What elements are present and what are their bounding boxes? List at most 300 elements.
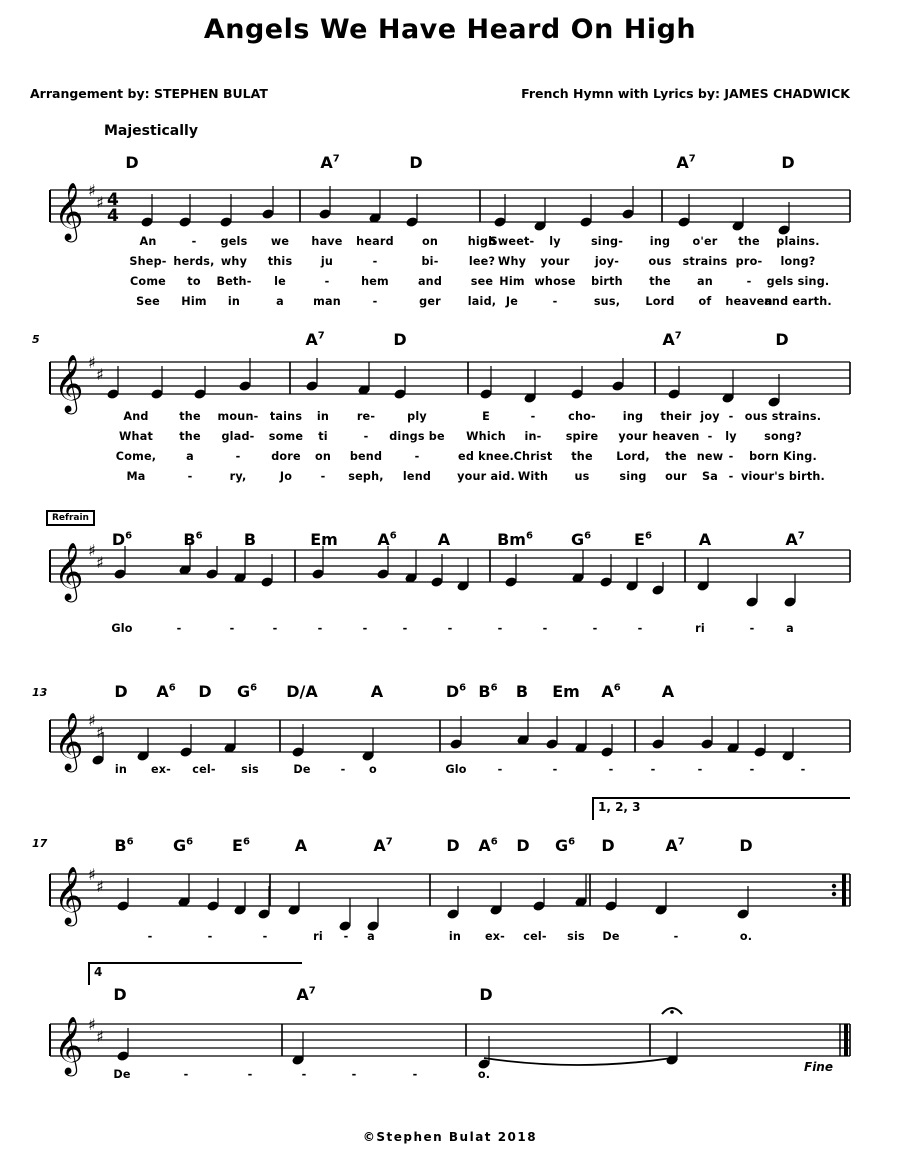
chord-symbol [377, 530, 396, 549]
lyric-syllable: ry, [229, 470, 247, 483]
lyric-syllable: De [113, 1068, 131, 1081]
lyric-syllable: - [707, 430, 713, 443]
lyric-syllable: - [592, 622, 598, 635]
lyric-syllable: sing- [590, 235, 624, 248]
lyric-syllable: - [324, 275, 330, 288]
lyric-syllable: an [697, 275, 713, 288]
chord-extension: 6 [584, 530, 592, 542]
lyric-syllable: - [637, 622, 643, 635]
lyric-syllable: the [738, 235, 760, 248]
lyric-syllable: a [186, 450, 194, 463]
lyric-syllable: - [497, 763, 503, 776]
chord-symbol [310, 530, 338, 549]
chord-symbol [409, 153, 422, 172]
lyric-syllable: birth [591, 275, 623, 288]
chord-root: A [377, 530, 390, 549]
sharp-icon: ♯ [96, 723, 104, 742]
chord-root: Em [552, 682, 580, 701]
lyric-syllable: seph, [348, 470, 384, 483]
lyric-syllable: sis [567, 930, 585, 943]
lyric-syllable: see [470, 275, 494, 288]
lyric-syllable: ing [622, 410, 644, 423]
chord-extension: 7 [332, 153, 340, 165]
lyric-syllable: to [187, 275, 201, 288]
chord-root: D [113, 985, 127, 1004]
chord-symbol [775, 330, 788, 349]
treble-clef-icon: 𝄞 [54, 542, 84, 600]
sharp-icon: ♯ [96, 193, 104, 212]
lyric-syllable: ply [407, 410, 427, 423]
treble-clef-icon: 𝄞 [54, 712, 84, 770]
measure-number: 17 [32, 837, 48, 850]
lyric-syllable: in [227, 295, 241, 308]
lyric-syllable: ger [419, 295, 441, 308]
chord-root: B [515, 682, 529, 701]
lyric-syllable: lend [402, 470, 432, 483]
lyric-syllable: - [497, 622, 503, 635]
lyric-syllable: ly [549, 235, 561, 248]
lyric-syllable: why [220, 255, 248, 268]
chord-root: G [236, 682, 251, 701]
lyric-syllable: ous [648, 255, 672, 268]
chord-symbol [156, 682, 175, 701]
lyric-syllable: - [800, 763, 806, 776]
chord-root: A [373, 836, 386, 855]
lyric-syllable: herds, [173, 255, 215, 268]
lyric-syllable: o [369, 763, 377, 776]
chord-root: G [554, 836, 569, 855]
lyric-syllable: whose [534, 275, 576, 288]
sharp-icon: ♯ [96, 877, 104, 896]
chord-root: Em [310, 530, 338, 549]
chord-symbol [438, 530, 450, 549]
chord-extension: 7 [385, 836, 393, 848]
lyric-syllable: Him [499, 275, 525, 288]
copyright: ©Stephen Bulat 2018 [362, 1130, 538, 1144]
lyric-syllable: - [372, 255, 378, 268]
lyric-syllable: - [412, 1068, 418, 1081]
chord-symbol [601, 682, 620, 701]
chord-root: A [698, 530, 712, 549]
chord-root: A [665, 836, 678, 855]
lyric-syllable: Come [130, 275, 166, 288]
lyric-syllable: your [540, 255, 570, 268]
lyric-syllable: cel- [192, 763, 216, 776]
lyric-syllable: spire [565, 430, 599, 443]
lyric-syllable: - [608, 763, 614, 776]
lyric-syllable: ed knee. [458, 450, 514, 463]
lyric-syllable: Jo [279, 470, 293, 483]
lyric-syllable: Why [497, 255, 527, 268]
lyric-syllable: - [262, 930, 268, 943]
lyric-syllable: viour's birth. [741, 470, 825, 483]
chord-symbol [665, 836, 684, 855]
lyric-syllable: De [293, 763, 311, 776]
chord-symbol [371, 682, 383, 701]
lyric-syllable: Lord, [616, 450, 650, 463]
lyric-syllable: Glo [445, 763, 467, 776]
chord-symbol [125, 153, 138, 172]
chord-symbol [114, 682, 127, 701]
lyric-syllable: some [268, 430, 304, 443]
lyric-syllable: - [343, 930, 349, 943]
lyric-syllable: o. [739, 930, 753, 943]
lyric-syllable: lee? [468, 255, 496, 268]
lyric-syllable: moun- [217, 410, 259, 423]
lyric-syllable: ri [313, 930, 323, 943]
chord-extension: 7 [688, 153, 696, 165]
sharp-icon: ♯ [88, 541, 96, 560]
chord-root: D [739, 836, 753, 855]
chord-symbol [296, 985, 315, 1004]
chord-symbol [446, 836, 459, 855]
lyric-syllable: and earth. [764, 295, 832, 308]
treble-clef-icon: 𝄞 [54, 866, 84, 924]
chord-root: D [479, 985, 493, 1004]
lyric-syllable: a [276, 295, 284, 308]
lyric-syllable: strains [682, 255, 728, 268]
lyric-syllable: - [363, 430, 369, 443]
lyric-syllable: the [179, 410, 201, 423]
lyric-syllable: Christ [513, 450, 553, 463]
chord-root: G [570, 530, 585, 549]
chord-root: A [601, 682, 614, 701]
lyric-syllable: - [320, 470, 326, 483]
chord-root: A [305, 330, 318, 349]
chord-root: A [320, 153, 333, 172]
chord-symbol [198, 682, 211, 701]
chord-root: A [370, 682, 384, 701]
chord-symbol [479, 985, 492, 1004]
lyric-syllable: glad- [221, 430, 255, 443]
chord-symbol [516, 836, 529, 855]
chord-symbol [516, 682, 528, 701]
chord-symbol [552, 682, 580, 701]
lyric-syllable: - [749, 622, 755, 635]
lyric-syllable: heaven [725, 295, 773, 308]
chord-symbol [305, 330, 324, 349]
sharp-icon: ♯ [88, 1015, 96, 1034]
lyric-syllable: ti [318, 430, 328, 443]
chord-symbol [244, 530, 256, 549]
lyric-syllable: heaven [652, 430, 700, 443]
lyric-syllable: Beth- [216, 275, 252, 288]
lyric-syllable: song? [764, 430, 802, 443]
arrangement-credit: Arrangement by: STEPHEN BULAT [30, 86, 268, 101]
lyric-syllable: cel- [523, 930, 547, 943]
lyric-syllable: the [649, 275, 671, 288]
chord-root: B [114, 836, 127, 855]
lyric-syllable: What [118, 430, 154, 443]
chord-extension: 6 [125, 530, 133, 542]
lyric-syllable: - [340, 763, 346, 776]
lyric-syllable: - [697, 763, 703, 776]
chord-root: D [114, 682, 128, 701]
sharp-icon: ♯ [88, 865, 96, 884]
lyric-syllable: sis [241, 763, 259, 776]
refrain-label: Refrain [46, 510, 95, 526]
chord-extension: 6 [168, 682, 176, 694]
chord-root: A [294, 836, 308, 855]
chord-symbol [478, 682, 497, 701]
lyric-syllable: sus, [593, 295, 621, 308]
chord-symbol [739, 836, 752, 855]
time-signature-top: 4 [107, 190, 119, 210]
chord-symbol [478, 836, 497, 855]
lyric-syllable: on [314, 450, 332, 463]
lyric-syllable: See [136, 295, 160, 308]
lyric-syllable: re- [356, 410, 376, 423]
lyric-syllable: a [786, 622, 794, 635]
lyric-syllable: Sa [701, 470, 719, 483]
chord-symbol [555, 836, 575, 855]
lyric-syllable: joy- [594, 255, 620, 268]
lyric-syllable: De [602, 930, 620, 943]
lyric-syllable: us [574, 470, 590, 483]
lyric-syllable: E [482, 410, 490, 423]
lyric-syllable: ri [695, 622, 705, 635]
lyric-syllable: An [139, 235, 157, 248]
sharp-icon: ♯ [88, 711, 96, 730]
chord-extension: 7 [308, 985, 316, 997]
chord-root: Bm [497, 530, 526, 549]
chord-symbol [237, 682, 257, 701]
chord-symbol [373, 836, 392, 855]
chord-symbol [662, 330, 681, 349]
lyric-syllable: - [414, 450, 420, 463]
sharp-icon: ♯ [88, 353, 96, 372]
treble-clef-icon: 𝄞 [54, 182, 84, 240]
lyric-syllable: - [351, 1068, 357, 1081]
chord-extension: 6 [568, 836, 576, 848]
lyric-syllable: Shep- [129, 255, 167, 268]
chord-extension: 6 [186, 836, 194, 848]
lyric-syllable: - [191, 235, 197, 248]
chord-extension: 6 [490, 836, 498, 848]
lyric-syllable: o'er [692, 235, 718, 248]
lyric-syllable: this [267, 255, 293, 268]
chord-root: D [781, 153, 795, 172]
lyric-syllable: - [673, 930, 679, 943]
lyric-syllable: ju [320, 255, 334, 268]
volta-ending-bracket: 1, 2, 3 [592, 797, 850, 820]
chord-extension: 6 [126, 836, 134, 848]
lyric-syllable: their [660, 410, 692, 423]
chord-symbol [173, 836, 193, 855]
lyric-syllable: your [618, 430, 648, 443]
lyric-syllable: - [552, 763, 558, 776]
lyric-syllable: Glo [111, 622, 133, 635]
chord-extension: 7 [674, 330, 682, 342]
lyric-syllable: bend [349, 450, 383, 463]
chord-symbol [183, 530, 202, 549]
lyric-syllable: - [207, 930, 213, 943]
lyric-syllable: - [542, 622, 548, 635]
lyric-syllable: new [696, 450, 724, 463]
chord-root: D [111, 530, 126, 549]
lyric-syllable: With [517, 470, 549, 483]
chord-root: A [156, 682, 169, 701]
chord-symbol [232, 836, 250, 855]
lyric-syllable: o. [477, 1068, 491, 1081]
lyric-syllable: man [313, 295, 341, 308]
lyric-syllable: ing [649, 235, 671, 248]
lyric-syllable: on [421, 235, 439, 248]
chord-root: D [601, 836, 615, 855]
sharp-icon: ♯ [96, 553, 104, 572]
chord-root: D [409, 153, 423, 172]
chord-extension: 6 [250, 682, 258, 694]
lyric-syllable: tains [269, 410, 303, 423]
chord-extension: 7 [677, 836, 685, 848]
chord-root: A [676, 153, 689, 172]
lyric-syllable: of [698, 295, 712, 308]
tempo-marking: Majestically [104, 123, 198, 139]
lyric-syllable: - [372, 295, 378, 308]
lyric-syllable: Sweet- [489, 235, 535, 248]
lyric-syllable: in- [524, 430, 542, 443]
lyric-syllable: sing [619, 470, 647, 483]
sharp-icon: ♯ [96, 365, 104, 384]
lyric-syllable: Lord [645, 295, 675, 308]
lyrics-credit: French Hymn with Lyrics by: JAMES CHADWICK [521, 86, 850, 101]
chord-symbol [393, 330, 406, 349]
chord-symbol [634, 530, 652, 549]
lyric-syllable: - [362, 622, 368, 635]
chord-root: B [243, 530, 257, 549]
lyric-syllable: le [274, 275, 286, 288]
lyric-syllable: - [402, 622, 408, 635]
lyric-syllable: heard [356, 235, 394, 248]
lyric-syllable: dore [271, 450, 301, 463]
chord-root: A [478, 836, 491, 855]
chord-root: A [662, 330, 675, 349]
chord-extension: 7 [797, 530, 805, 542]
lyric-syllable: the [179, 430, 201, 443]
lyric-syllable: - [176, 622, 182, 635]
lyric-syllable: your aid. [457, 470, 515, 483]
chord-root: D [393, 330, 407, 349]
lyric-syllable: And [123, 410, 149, 423]
lyric-syllable: - [552, 295, 558, 308]
chord-symbol [446, 682, 466, 701]
chord-symbol [320, 153, 339, 172]
lyric-syllable: pro- [735, 255, 763, 268]
lyric-syllable: - [728, 450, 734, 463]
lyric-syllable: have [311, 235, 343, 248]
lyric-syllable: bi- [421, 255, 439, 268]
chord-root: E [634, 530, 645, 549]
lyric-syllable: gels sing. [766, 275, 830, 288]
treble-clef-icon: 𝄞 [54, 354, 84, 412]
lyric-syllable: Him [181, 295, 207, 308]
chord-root: A [785, 530, 798, 549]
chord-symbol [497, 530, 533, 549]
chord-symbol [114, 836, 133, 855]
chord-root: D [516, 836, 530, 855]
chord-root: A [437, 530, 451, 549]
sharp-icon: ♯ [96, 1027, 104, 1046]
lyric-syllable: - [229, 622, 235, 635]
chord-root: D [125, 153, 139, 172]
chord-symbol [112, 530, 132, 549]
lyric-syllable: the [665, 450, 687, 463]
chord-root: A [661, 682, 675, 701]
chord-symbol [295, 836, 307, 855]
chord-root: A [296, 985, 309, 1004]
lyric-syllable: laid, [467, 295, 497, 308]
chord-extension: 6 [195, 530, 203, 542]
chord-symbol [286, 682, 318, 701]
chord-root: E [232, 836, 243, 855]
lyric-syllable: cho- [568, 410, 596, 423]
lyric-syllable: in [316, 410, 330, 423]
lyric-syllable: joy [700, 410, 720, 423]
lyric-syllable: - [235, 450, 241, 463]
lyric-syllable: - [301, 1068, 307, 1081]
chord-extension: 6 [389, 530, 397, 542]
lyric-syllable: the [571, 450, 593, 463]
lyric-syllable: in [448, 930, 462, 943]
lyric-syllable: - [317, 622, 323, 635]
lyric-syllable: Come, [115, 450, 157, 463]
lyric-syllable: gels [220, 235, 248, 248]
volta-ending-bracket: 4 [88, 962, 302, 985]
lyric-syllable: our [665, 470, 687, 483]
treble-clef-icon: 𝄞 [54, 1016, 84, 1074]
measure-number: 13 [32, 686, 48, 699]
lyric-syllable: in [114, 763, 128, 776]
time-signature-bottom: 4 [107, 206, 119, 226]
lyric-syllable: - [650, 763, 656, 776]
chord-symbol [785, 530, 804, 549]
chord-symbol [571, 530, 591, 549]
lyric-syllable: - [728, 470, 734, 483]
chord-root: D [446, 836, 460, 855]
chord-extension: 7 [317, 330, 325, 342]
lyric-syllable: and [417, 275, 443, 288]
lyric-syllable: ex- [150, 763, 172, 776]
lyric-syllable: ex- [484, 930, 506, 943]
lyric-syllable: - [728, 410, 734, 423]
lyric-syllable: long? [780, 255, 816, 268]
chord-root: D [775, 330, 789, 349]
chord-root: D [445, 682, 460, 701]
chord-root: B [183, 530, 196, 549]
lyric-syllable: ly [725, 430, 737, 443]
lyric-syllable: Ma [126, 470, 146, 483]
chord-symbol [676, 153, 695, 172]
lyric-syllable: plains. [776, 235, 820, 248]
chord-extension: 6 [242, 836, 250, 848]
lyric-syllable: - [247, 1068, 253, 1081]
chord-root: B [478, 682, 491, 701]
chord-symbol [662, 682, 674, 701]
chord-extension: 6 [644, 530, 652, 542]
lyric-syllable: - [746, 275, 752, 288]
lyric-syllable: Je [505, 295, 519, 308]
fine-marking: Fine [804, 1060, 833, 1074]
chord-extension: 6 [525, 530, 533, 542]
lyric-syllable: we [270, 235, 290, 248]
measure-number: 5 [32, 333, 40, 346]
chord-symbol [601, 836, 614, 855]
chord-symbol [113, 985, 126, 1004]
chord-extension: 6 [613, 682, 621, 694]
lyric-syllable: - [147, 930, 153, 943]
lyric-syllable: - [272, 622, 278, 635]
lyric-syllable: born King. [749, 450, 817, 463]
